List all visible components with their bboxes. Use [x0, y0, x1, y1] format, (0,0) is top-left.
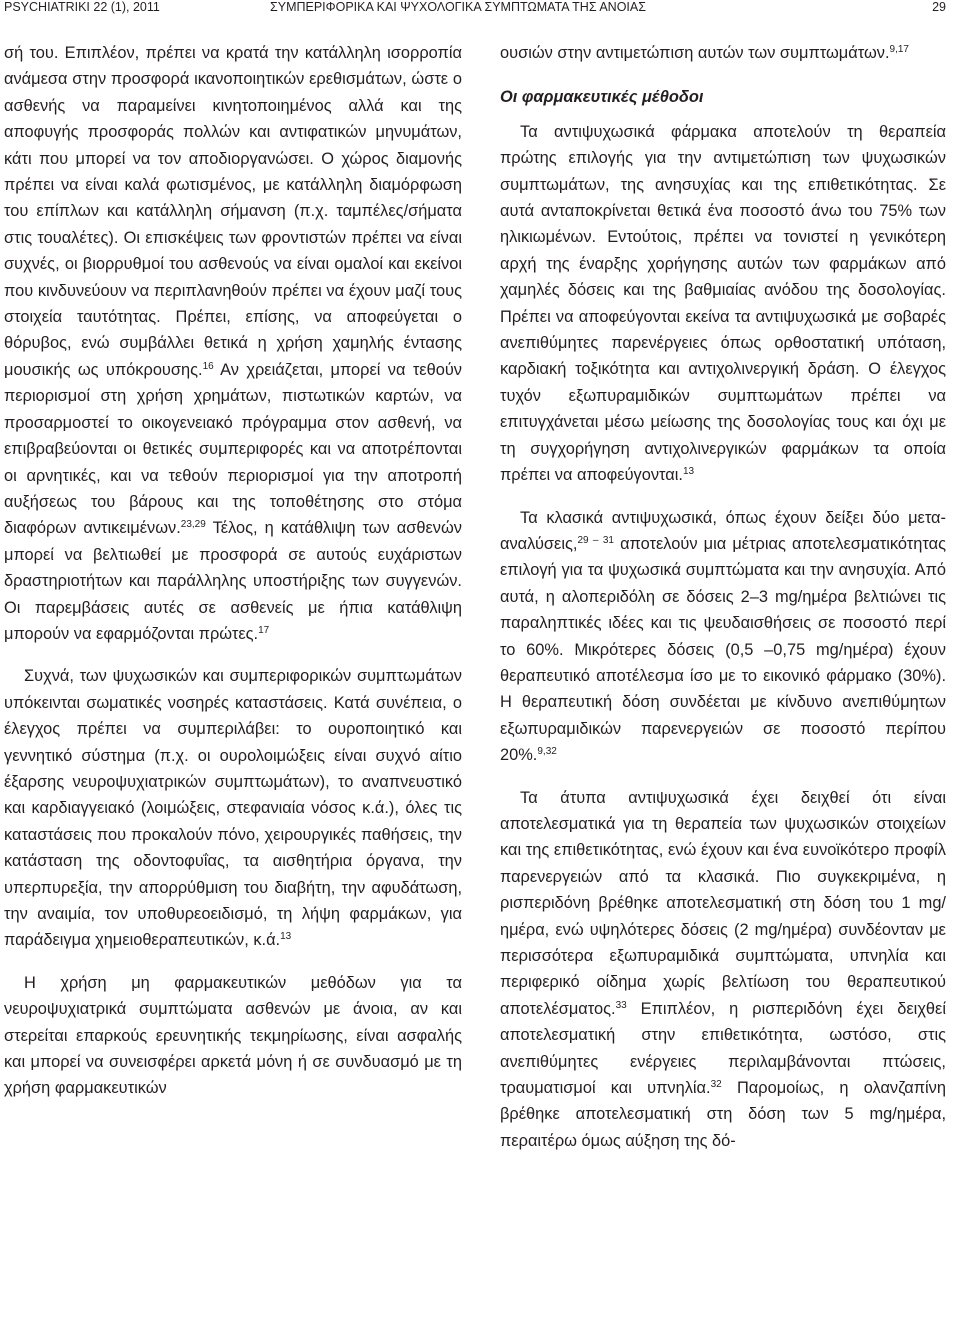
citation-ref: 32 [710, 1079, 722, 1091]
citation-ref: 29 – 31 [577, 534, 614, 546]
paragraph-text: Αν χρειάζεται, μπορεί να τεθούν περιορισμοί στη χρήση χρημάτων, πιστωτικών καρτών, να προσαρμοστεί το οικογενειακό πρόγραμμα στον ασθενή, να επιβραβεύονται οι θετικές συμπεριφορές και να αποτρέπονται οι αρνητικές, και να τεθούν περιορισμοί για την αποτροπή αυξήσεως του βάρους και της τοποθέτησης στο στόμα διαφόρων αντικειμένων. [4, 360, 463, 538]
page-number: 29 [932, 0, 946, 14]
paragraph-text: Τα αντιψυχωσικά φάρμακα αποτελούν τη θεραπεία πρώτης επιλογής για την αντιμετώπιση των ψυχωσικών συμπτωμάτων, της ανησυχίας και της επιθετικότητας. Σε αυτά ανταποκρίνεται θετικά ένα ποσοστό άνω του 75% των ηλικιωμένων. Εντούτοις, πρέπει να τονιστεί η γενικότερη αρχή της έναρξης χορήγησης αυτών των φαρμάκων από χαμηλές δόσεις και της βαθμιαίας ανόδου της δοσολογίας. Πρέπει να αποφεύγονται εκείνα τα αντιψυχωσικά με σοβαρές ανεπιθύμητες παρενέργειες όπως ορθοστατική υπόταση, καρδιακή τοξικότητα και αντιχολινεργική δράση. Ο έλεγχος τυχόν εξωπυραμιδικών συμπτωμάτων πρέπει να επιτυγχάνεται μέσω μείωσης της δοσολογίας τους και όχι με τη συγχορήγηση αντιχολινεργικών φαρμάκων τα οποία πρέπει να αποφεύγονται. [500, 122, 946, 485]
running-header [0, 0, 960, 18]
paragraph [500, 119, 946, 489]
section-title: ΣΥΜΠΕΡΙΦΟΡΙΚΑ ΚΑΙ ΨΥΧΟΛΟΓΙΚΑ ΣΥΜΠΤΩΜΑΤΑ ΤΗΣ ΑΝΟΙΑΣ [270, 0, 646, 14]
paragraph-text: Τέλος, η κατάθλιψη των ασθενών μπορεί να βελτιωθεί με προσφορά σε αυτούς ευχάριστων δραστηριοτήτων και παράλληλης υποστήριξης των συγγενών. Οι παρεμβάσεις αυτές σε ασθενείς με ήπια κατάθλιψη μπορούν να εφαρμόζονται πρώτες. [4, 519, 462, 643]
paragraph-text: αποτελούν μια μέτριας αποτελεσματικότητας επιλογή για τα ψυχωσικά συμπτώματα και την ανησυχία. Από αυτά, η αλοπεριδόλη σε δόσεις 2–3 mg/ημέρα βελτιώνει τις παραληπτικές ιδέες και τις ψευδαισθήσεις σε ποσοστό περί το 60%. Μικρότερες δόσεις (0,5 –0,75 mg/ημέρα) έχουν θεραπευτικό αποτέλεσμα ίσο με το εικονικό φάρμακο (30%). Η θεραπευτική δόση συνδέεται με κίνδυνο ανεπιθύμητων εξωπυραμιδικών παρενεργειών σε ποσοστό περίπου 20%. [500, 534, 946, 765]
paragraph [500, 505, 946, 769]
citation-ref: 23,29 [180, 519, 206, 531]
paragraph-text: Επιπλέον, η ρισπεριδόνη έχει δειχθεί αποτελεσματική στην επιθετικότητα, ωστόσο, στις ανεπιθύμητες ενέργειες περιλαμβάνονται πτώσεις, τραυματισμοί και υπνηλία. [500, 999, 946, 1098]
paragraph [4, 663, 462, 953]
paragraph-text: Τα άτυπα αντιψυχωσικά έχει δειχθεί ότι είναι αποτελεσματικά για τη θεραπεία των ψυχωσικών στοιχείων και της επιθετικότητας, ενώ έχουν και ένα ευνοϊκότερο προφίλ παρενεργειών από τα κλασικά. Πιο συγκεκριμένα, η ρισπεριδόνη βρέθηκε αποτελεσματική στη δόση του 1 mg/ημέρα, ενώ υψηλότερες δόσεις (2 mg/ημέρα) συνδέονταν με περισσότερα εξωπυραμιδικά συμπτώματα, υπνηλία και περιφερικό οίδημα χωρίς βελτίωση του θεραπευτικού αποτελέσματος. [500, 788, 946, 1018]
citation-ref: 17 [258, 624, 270, 636]
paragraph [500, 785, 946, 1155]
right-column [500, 40, 946, 1154]
citation-ref: 9,17 [889, 44, 909, 55]
paragraph [500, 40, 946, 66]
paragraph-text: ουσιών στην αντιμετώπιση αυτών των συμπτωμάτων. [500, 44, 890, 62]
left-column [4, 40, 462, 1102]
section-heading: Οι φαρμακευτικές μέθοδοι [500, 88, 704, 107]
citation-ref: 13 [280, 931, 292, 943]
citation-ref: 13 [682, 466, 695, 478]
paragraph-text: σή του. Επιπλέον, πρέπει να κρατά την κατάλληλη ισορροπία ανάμεσα στην προσφορά ικανοποιητικών ερεθισμάτων, ώστε ο ασθενής να παραμείνει κινητοποιημένος αλλά και της αποφυγής προσφοράς πολλών και αντιφατικών μηνυμάτων, κάτι που μπορεί να τον αποδιοργανώσει. Ο χώρος διαμονής πρέπει να είναι καλά φωτισμένος, με κατάλληλη διαμόρφωση του επίπλων και κατάλληλη σήμανση (π.χ. ταμπέλες/σήματα στις τουαλέτες). Οι επισκέψεις των φροντιστών πρέπει να είναι συχνές, οι βιορρυθμοί του ασθενούς να είναι ομαλοί και εκείνοι που κινδυνεύουν να περιπλανηθούν πρέπει να έχουν μαζί τους στοιχεία ταυτότητας. Πρέπει, επίσης, να αποφεύγεται ο θόρυβος, ενώ συμβάλλει θετικά η χρήση χαμηλής έντασης μουσικής ως υπόκρουσης. [4, 44, 462, 379]
citation-ref: 9,32 [537, 746, 557, 758]
paragraph-text: Τα κλασικά αντιψυχωσικά, όπως έχουν δείξει δύο μετα-αναλύσεις, [500, 508, 946, 553]
paragraph [4, 970, 462, 1102]
paragraph-text: Συχνά, των ψυχωσικών και συμπεριφορικών συμπτωμάτων υπόκεινται σωματικές νοσηρές καταστάσεις. Κατά συνέπεια, ο έλεγχος πρέπει να συμπεριλάβει: το ουροποιητικό και γεννητικό σύστημα (π.χ. οι ουρολοιμώξεις είναι συχνό αίτιο έξαρσης νευροψυχιατρικών συμπτωμάτων), το αναπνευστικό και καρδιαγγειακό (λοιμώξεις, στεφανιαία νόσος κ.ά.), όλες τις καταστάσεις που προκαλούν πόνο, χειρουργικές παθήσεις, την κατάσταση της οδοντοφυΐας, τα αισθητήρια όργανα, την υπερπυρεξία, την απορρύθμιση του διαβήτη, την αφυδάτωση, την αναιμία, τον υποθυρεοειδισμό, τη λήψη φαρμάκων, για παράδειγμα χημειοθεραπευτικών, κ.ά. [4, 667, 462, 950]
paragraph [4, 40, 462, 647]
journal-citation: PSYCHIATRIKI 22 (1), 2011 [4, 0, 160, 14]
paragraph-text: Η χρήση μη φαρμακευτικών μεθόδων για τα νευροψυχιατρικά συμπτώματα ασθενών με άνοια, αν και στερείται επαρκούς ερευνητικής τεκμηρίωσης, είναι ασφαλής και μπορεί να συνεισφέρει αρκετά μόνη ή σε συνδυασμό με τη χρήση φαρμακευτικών [4, 973, 462, 1098]
citation-ref: 33 [615, 999, 627, 1011]
citation-ref: 16 [202, 360, 214, 372]
paragraph-text: Παρομοίως, η ολανζαπίνη βρέθηκε αποτελεσματική στη δόση των 5 mg/ημέρα, περαιτέρω όμως αύξηση της δό- [500, 1079, 946, 1150]
